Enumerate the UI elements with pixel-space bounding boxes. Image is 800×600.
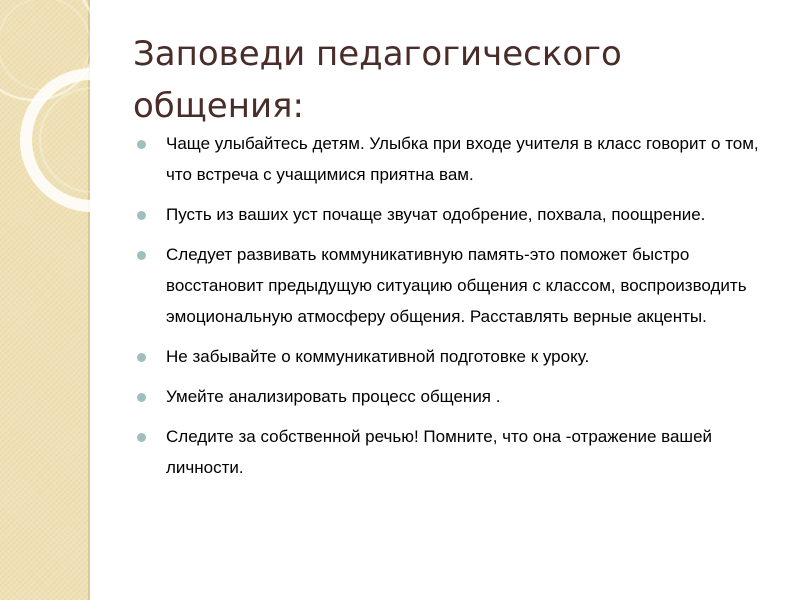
side-panel-divider bbox=[88, 0, 90, 600]
bullet-item bbox=[137, 381, 777, 412]
bullet-dot-icon bbox=[137, 251, 146, 260]
bullet-item bbox=[137, 128, 777, 190]
bullet-text: Умейте анализировать процесс общения . bbox=[166, 387, 501, 406]
bullet-item bbox=[137, 239, 777, 332]
bullet-dot-icon bbox=[137, 433, 146, 442]
slide-title: Заповеди педагогического общения: bbox=[133, 34, 622, 126]
bullet-text: Следует развивать коммуникативную память-это поможет быстро восстановит предыдущую ситуацию общения с классом, воспроизводить эмоциональную атмосферу общения. Расставлять верные акценты. bbox=[166, 245, 747, 326]
bullet-item bbox=[137, 199, 777, 230]
bullet-item bbox=[137, 421, 777, 483]
decorative-side-panel bbox=[0, 0, 88, 600]
bullet-text: Не забывайте о коммуникативной подготовке к уроку. bbox=[166, 347, 590, 366]
bullet-text: Чаще улыбайтесь детям. Улыбка при входе учителя в класс говорит о том, что встреча с учащимися приятна вам. bbox=[166, 134, 759, 184]
bullet-item bbox=[137, 341, 777, 372]
bullet-text: Следите за собственной речью! Помните, что она -отражение вашей личности. bbox=[166, 427, 713, 477]
bullet-dot-icon bbox=[137, 140, 146, 149]
bullet-dot-icon bbox=[137, 393, 146, 402]
bullet-dot-icon bbox=[137, 211, 146, 220]
bullet-list bbox=[137, 128, 777, 492]
bullet-dot-icon bbox=[137, 353, 146, 362]
bullet-text: Пусть из ваших уст почаще звучат одобрение, похвала, поощрение. bbox=[166, 205, 706, 224]
